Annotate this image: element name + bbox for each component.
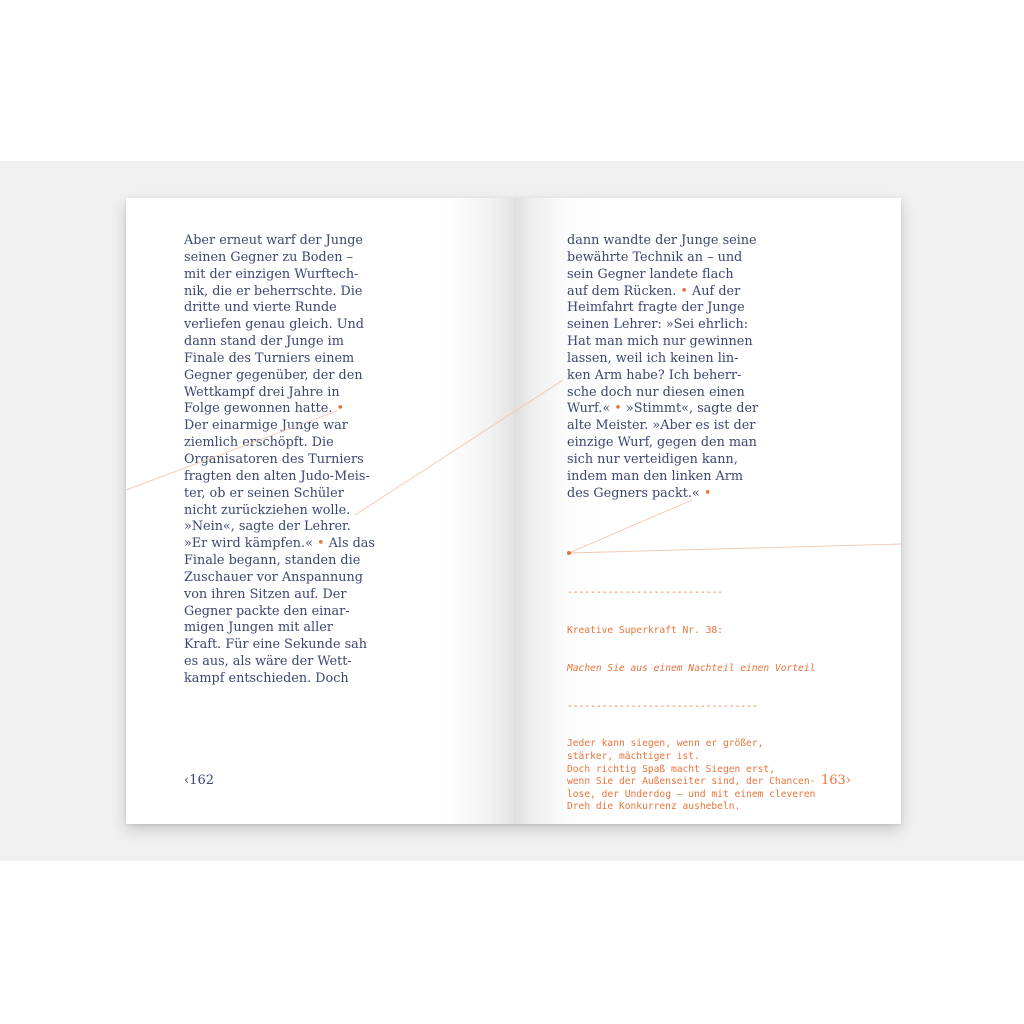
orange-bullet-marker: • bbox=[703, 485, 712, 501]
page-number-right: 163› bbox=[821, 773, 852, 788]
box-heading: Kreative Superkraft Nr. 38: bbox=[567, 624, 723, 636]
left-page-body-text: Aber erneut warf der Junge seinen Gegner zu Boden – mit der einzigen Wurftech- nik, die er beherrschte. Die dritte und vierte Runde verliefen genau gleich. Und dann stand der Junge im Finale des Turniers einem Gegner gegenüber, der den Wettkampf drei Jahre in Folge gewonnen hatte. • Der einarmige Junge war ziemlich erschöpft. Die Organisatoren des Turniers fragten den alten Judo-Meis- ter, ob er seinen Schüler nicht zurückziehen wolle. »Nein«, sagte der Lehrer. »Er wird kämpfen.« • Als das Finale begann, standen die Zuschauer vor Anspannung von ihren Sitzen auf. Der Gegner packte den einar- migen Jungen mit aller Kraft. Für eine Sekunde sah es aus, als wäre der Wett- kampf entschieden. Doch bbox=[184, 233, 376, 686]
right-page bbox=[514, 198, 901, 824]
left-page bbox=[126, 198, 514, 824]
page-number-left: ‹162 bbox=[184, 773, 215, 788]
box-rule-bottom: --------------------------------- bbox=[567, 700, 758, 712]
open-book bbox=[126, 198, 901, 824]
orange-bullet-marker: • bbox=[614, 401, 622, 417]
box-body-text: Jeder kann siegen, wenn er größer, stärker, mächtiger ist. Doch richtig Spaß macht Siegen erst, wenn Sie der Außenseiter sind, der Chancen- lose, der Underdog – und mit einem cleveren Dreh die Konkurrenz aushebeln. bbox=[567, 738, 816, 813]
right-page-body-text: dann wandte der Junge seine bewährte Technik an – und sein Gegner landete flach auf dem Rücken. • Auf der Heimfahrt fragte der Junge seinen Lehrer: »Sei ehrlich: Hat man mich nur gewinnen lassen, weil ich keinen lin- ken Arm habe? Ich beherr- sche doch nur diesen einen Wurf.« • »Stimmt«, sagte der alte Meister. »Aber es ist der einzige Wurf, gegen den man sich nur verteidigen kann, indem man den linken Arm des Gegners packt.« • bbox=[567, 233, 759, 501]
box-rule-top: --------------------------- bbox=[567, 587, 723, 599]
orange-bullet-marker: • bbox=[336, 401, 345, 417]
orange-bullet-marker: • bbox=[317, 536, 325, 552]
orange-bullet-marker: • bbox=[680, 283, 688, 299]
box-subheading: Machen Sie aus einem Nachteil einen Vorteil bbox=[567, 662, 816, 674]
